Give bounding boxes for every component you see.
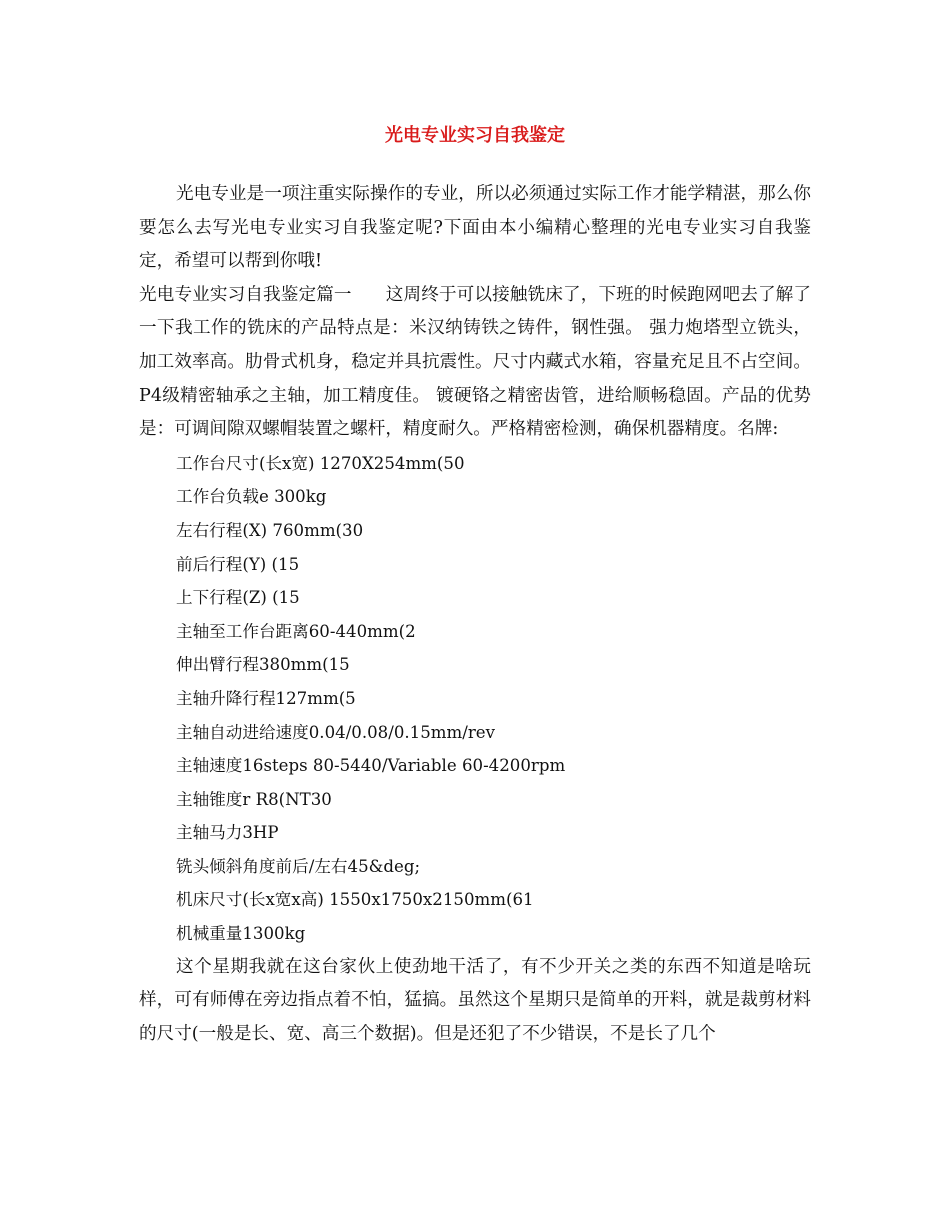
spec-item: 机械重量1300kg [176, 924, 306, 944]
section-label: 光电专业实习自我鉴定篇一 [139, 284, 352, 305]
spec-list [139, 447, 811, 951]
intro-paragraph: 光电专业是一项注重实际操作的专业，所以必须通过实际工作才能学精湛，那么你要怎么去写光电专业实习自我鉴定呢?下面由本小编精心整理的光电专业实习自我鉴定，希望可以帮到你哦! [139, 184, 811, 272]
spec-item: 机床尺寸(长x宽x高) 1550x1750x2150mm(61 [176, 890, 534, 910]
spec-item: 主轴自动进给速度0.04/0.08/0.15mm/rev [176, 722, 495, 742]
closing-paragraph: 这个星期我就在这台家伙上使劲地干活了，有不少开关之类的东西不知道是啥玩样，可有师傅在旁边指点着不怕，猛搞。虽然这个星期只是简单的开料，就是裁剪材料的尺寸(一般是长、宽、高三个数据)。但是还犯了不少错误，不是长了几个 [139, 956, 811, 1044]
document-body [139, 178, 811, 1051]
spec-item: 工作台尺寸(长x宽) 1270X254mm(50 [176, 453, 465, 473]
spec-item: 主轴升降行程127mm(5 [176, 688, 356, 708]
section-paragraph [139, 279, 811, 447]
spec-item: 伸出臂行程380mm(15 [176, 655, 350, 675]
section-text: 这周终于可以接触铣床了，下班的时候跑网吧去了解了一下我工作的铣床的产品特点是：米汉纳铸铁之铸件，钢性强。 强力炮塔型立铣头，加工效率高。肋骨式机身，稳定并具抗震性。尺寸内藏式水箱，容量充足且不占空间。P4级精密轴承之主轴，加工精度佳。 镀硬铬之精密齿管，进给顺畅稳固。产品的优势是：可调间隙双螺帽装置之螺杆，精度耐久。严格精密检测，确保机器精度。名牌: [139, 284, 811, 440]
spec-item: 主轴至工作台距离60-440mm(2 [176, 621, 416, 641]
spec-item: 上下行程(Z) (15 [176, 588, 300, 608]
spec-item: 工作台负载e 300kg [176, 487, 327, 507]
spec-item: 前后行程(Y) (15 [176, 554, 300, 574]
spec-item: 铣头倾斜角度前后/左右45&deg; [176, 856, 421, 876]
spec-item: 左右行程(X) 760mm(30 [176, 520, 364, 540]
page-title: 光电专业实习自我鉴定 [385, 125, 565, 146]
spec-item: 主轴马力3HP [176, 823, 279, 843]
spec-item: 主轴速度16steps 80-5440/Variable 60-4200rpm [176, 756, 566, 776]
spec-item: 主轴锥度r R8(NT30 [176, 789, 332, 809]
